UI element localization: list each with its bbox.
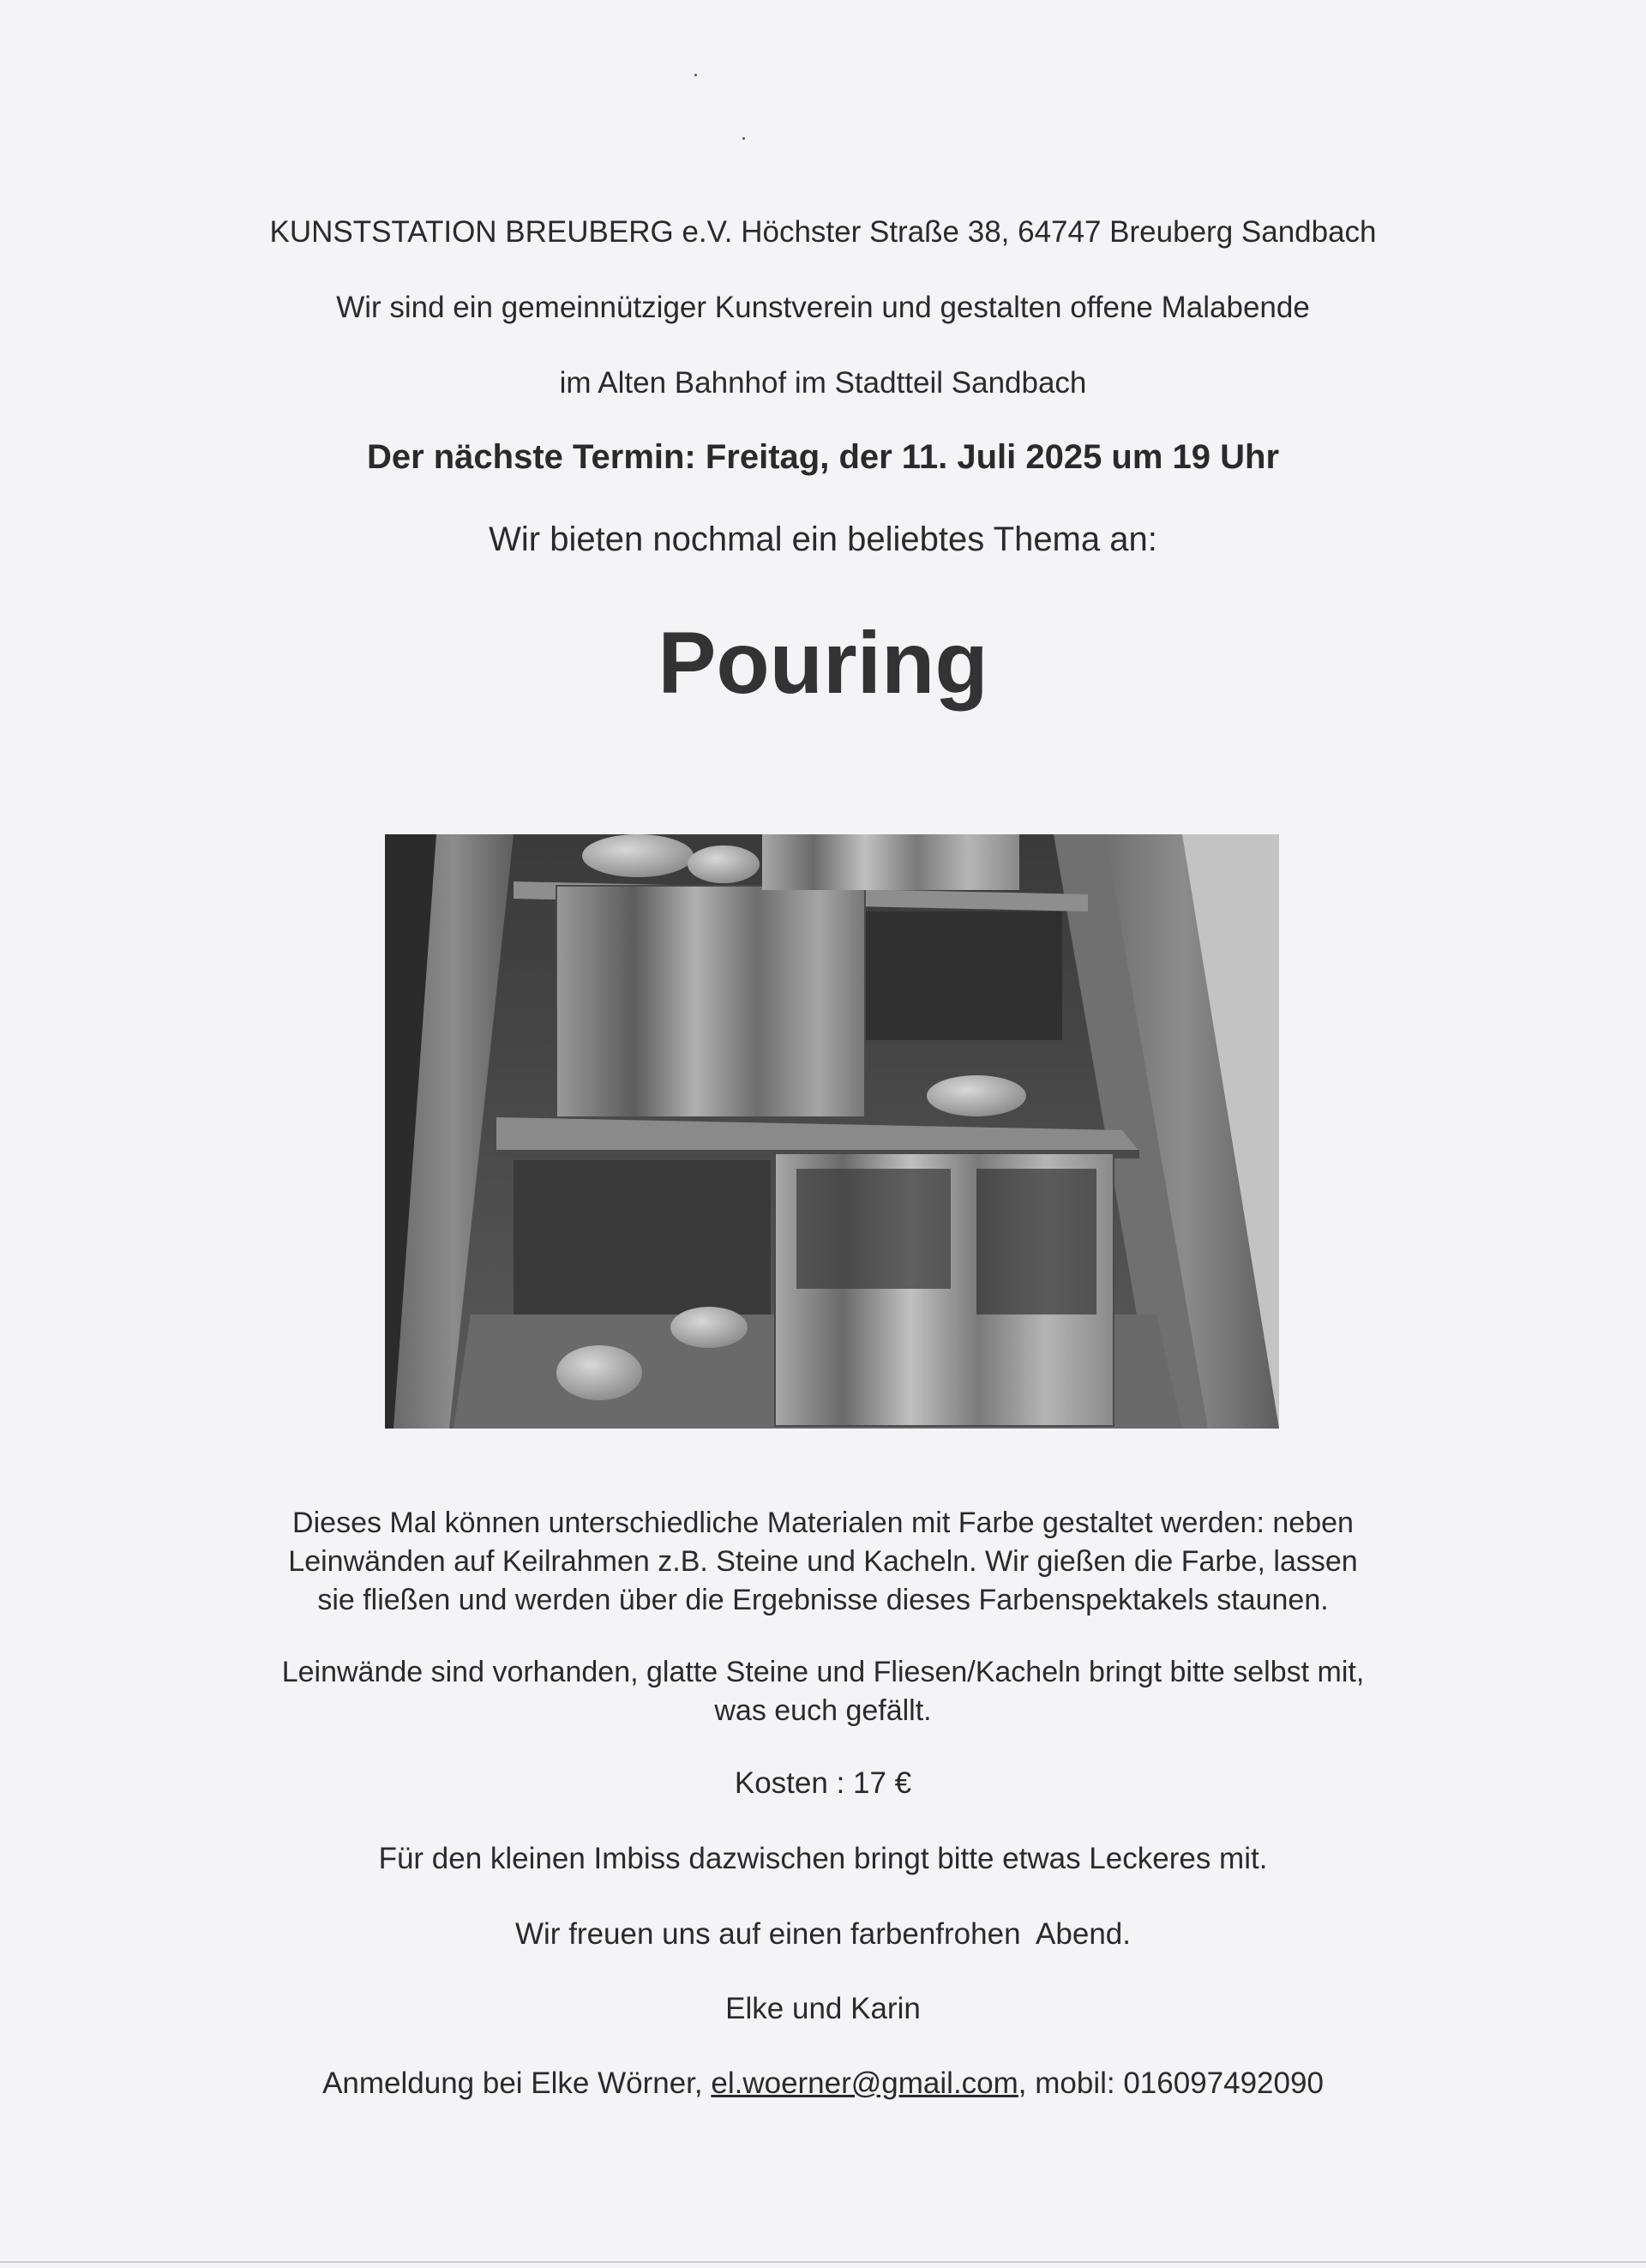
cost-line: Kosten : 17 €	[734, 1766, 912, 1800]
registration-prefix: Anmeldung bei Elke Wörner,	[322, 2066, 712, 2100]
organization-header: KUNSTSTATION BREUBERG e.V. Höchster Straße 38, 64747 Breuberg Sandbach	[269, 215, 1377, 249]
description-line: Dieses Mal können unterschiedliche Materialen mit Farbe gestaltet werden: neben	[292, 1507, 1354, 1539]
registration-line	[0, 2066, 1646, 2101]
next-date-heading: Der nächste Termin: Freitag, der 11. Juli 2025 um 19 Uhr	[366, 438, 1280, 476]
email-link[interactable]: el.woerner@gmail.com	[711, 2066, 1018, 2100]
snack-line: Für den kleinen Imbiss dazwischen bringt bitte etwas Leckeres mit.	[378, 1842, 1268, 1875]
materials-paragraph	[0, 1653, 1646, 1730]
pouring-artwork-photo	[385, 834, 1279, 1429]
closing-line: Wir freuen uns auf einen farbenfrohen Abend.	[515, 1917, 1131, 1951]
description-paragraph	[0, 1504, 1646, 1620]
registration-suffix: , mobil: 016097492090	[1018, 2066, 1324, 2100]
intro-line-2: im Alten Bahnhof im Stadtteil Sandbach	[559, 366, 1087, 400]
scan-speck	[694, 74, 697, 76]
scan-speck	[742, 137, 745, 140]
description-line: Leinwänden auf Keilrahmen z.B. Steine und Kacheln. Wir gießen die Farbe, lassen	[288, 1545, 1358, 1578]
intro-line-1: Wir sind ein gemeinnütziger Kunstverein und gestalten offene Malabende	[336, 291, 1310, 324]
description-line: sie fließen und werden über die Ergebnisse dieses Farbenspektakels staunen.	[317, 1584, 1329, 1616]
materials-line: Leinwände sind vorhanden, glatte Steine und Fliesen/Kacheln bringt bitte selbst mit,	[281, 1656, 1365, 1688]
scan-edge	[0, 2261, 1646, 2263]
signature-line: Elke und Karin	[725, 1992, 921, 2025]
materials-line: was euch gefällt.	[714, 1694, 932, 1727]
offer-line: Wir bieten nochmal ein beliebtes Thema an:	[489, 520, 1157, 558]
event-title: Pouring	[658, 614, 988, 712]
